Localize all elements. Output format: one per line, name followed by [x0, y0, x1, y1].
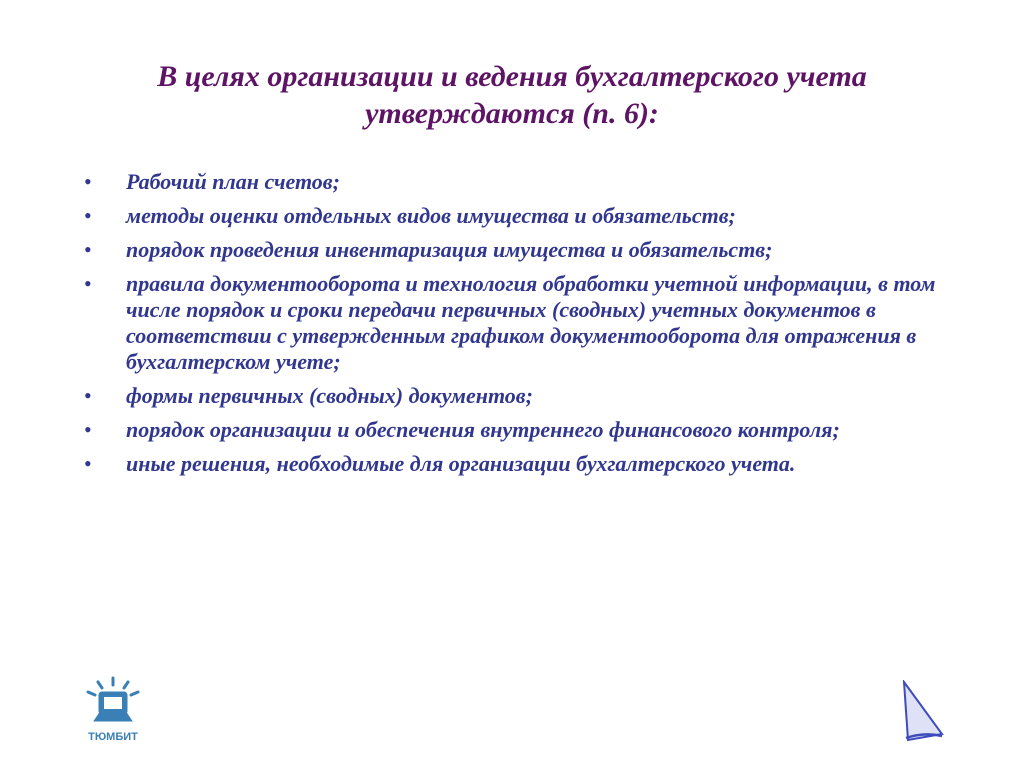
bullet-text: правила документооборота и технология обработки учетной информации, в том числе порядок и сроки передачи первичных (сводных) учетных документов в соответствии с утвержденным графиком документооборота для отражения в бухгалтерском учете; — [126, 271, 936, 374]
sail-icon — [904, 682, 942, 740]
bullet-text: иные решения, необходимые для организации бухгалтерского учета. — [126, 451, 796, 476]
bullet-icon: • — [84, 417, 92, 442]
list-item — [84, 383, 944, 409]
list-item — [84, 203, 944, 229]
logo-label: ТЮМБИТ — [88, 731, 138, 743]
list-item — [84, 451, 944, 477]
list-item — [84, 271, 944, 375]
bullet-text: порядок проведения инвентаризация имущества и обязательств; — [126, 237, 773, 262]
list-item — [84, 417, 944, 443]
list-item — [84, 169, 944, 195]
list-item — [84, 237, 944, 263]
bullet-list — [84, 169, 944, 485]
sail-logo — [898, 680, 948, 748]
bullet-icon: • — [84, 169, 92, 194]
bullet-icon: • — [84, 271, 92, 296]
computer-icon — [88, 678, 138, 720]
bullet-text: порядок организации и обеспечения внутреннего финансового контроля; — [126, 417, 840, 442]
tyumbit-logo — [78, 676, 148, 746]
slide-title: В целях организации и ведения бухгалтерского учета утверждаются (п. 6): — [157, 60, 867, 130]
bullet-text: формы первичных (сводных) документов; — [126, 383, 533, 408]
bullet-text: Рабочий план счетов; — [126, 169, 340, 194]
bullet-icon: • — [84, 237, 92, 262]
bullet-icon: • — [84, 203, 92, 228]
bullet-text: методы оценки отдельных видов имущества и обязательств; — [126, 203, 736, 228]
bullet-icon: • — [84, 383, 92, 408]
bullet-icon: • — [84, 451, 92, 476]
